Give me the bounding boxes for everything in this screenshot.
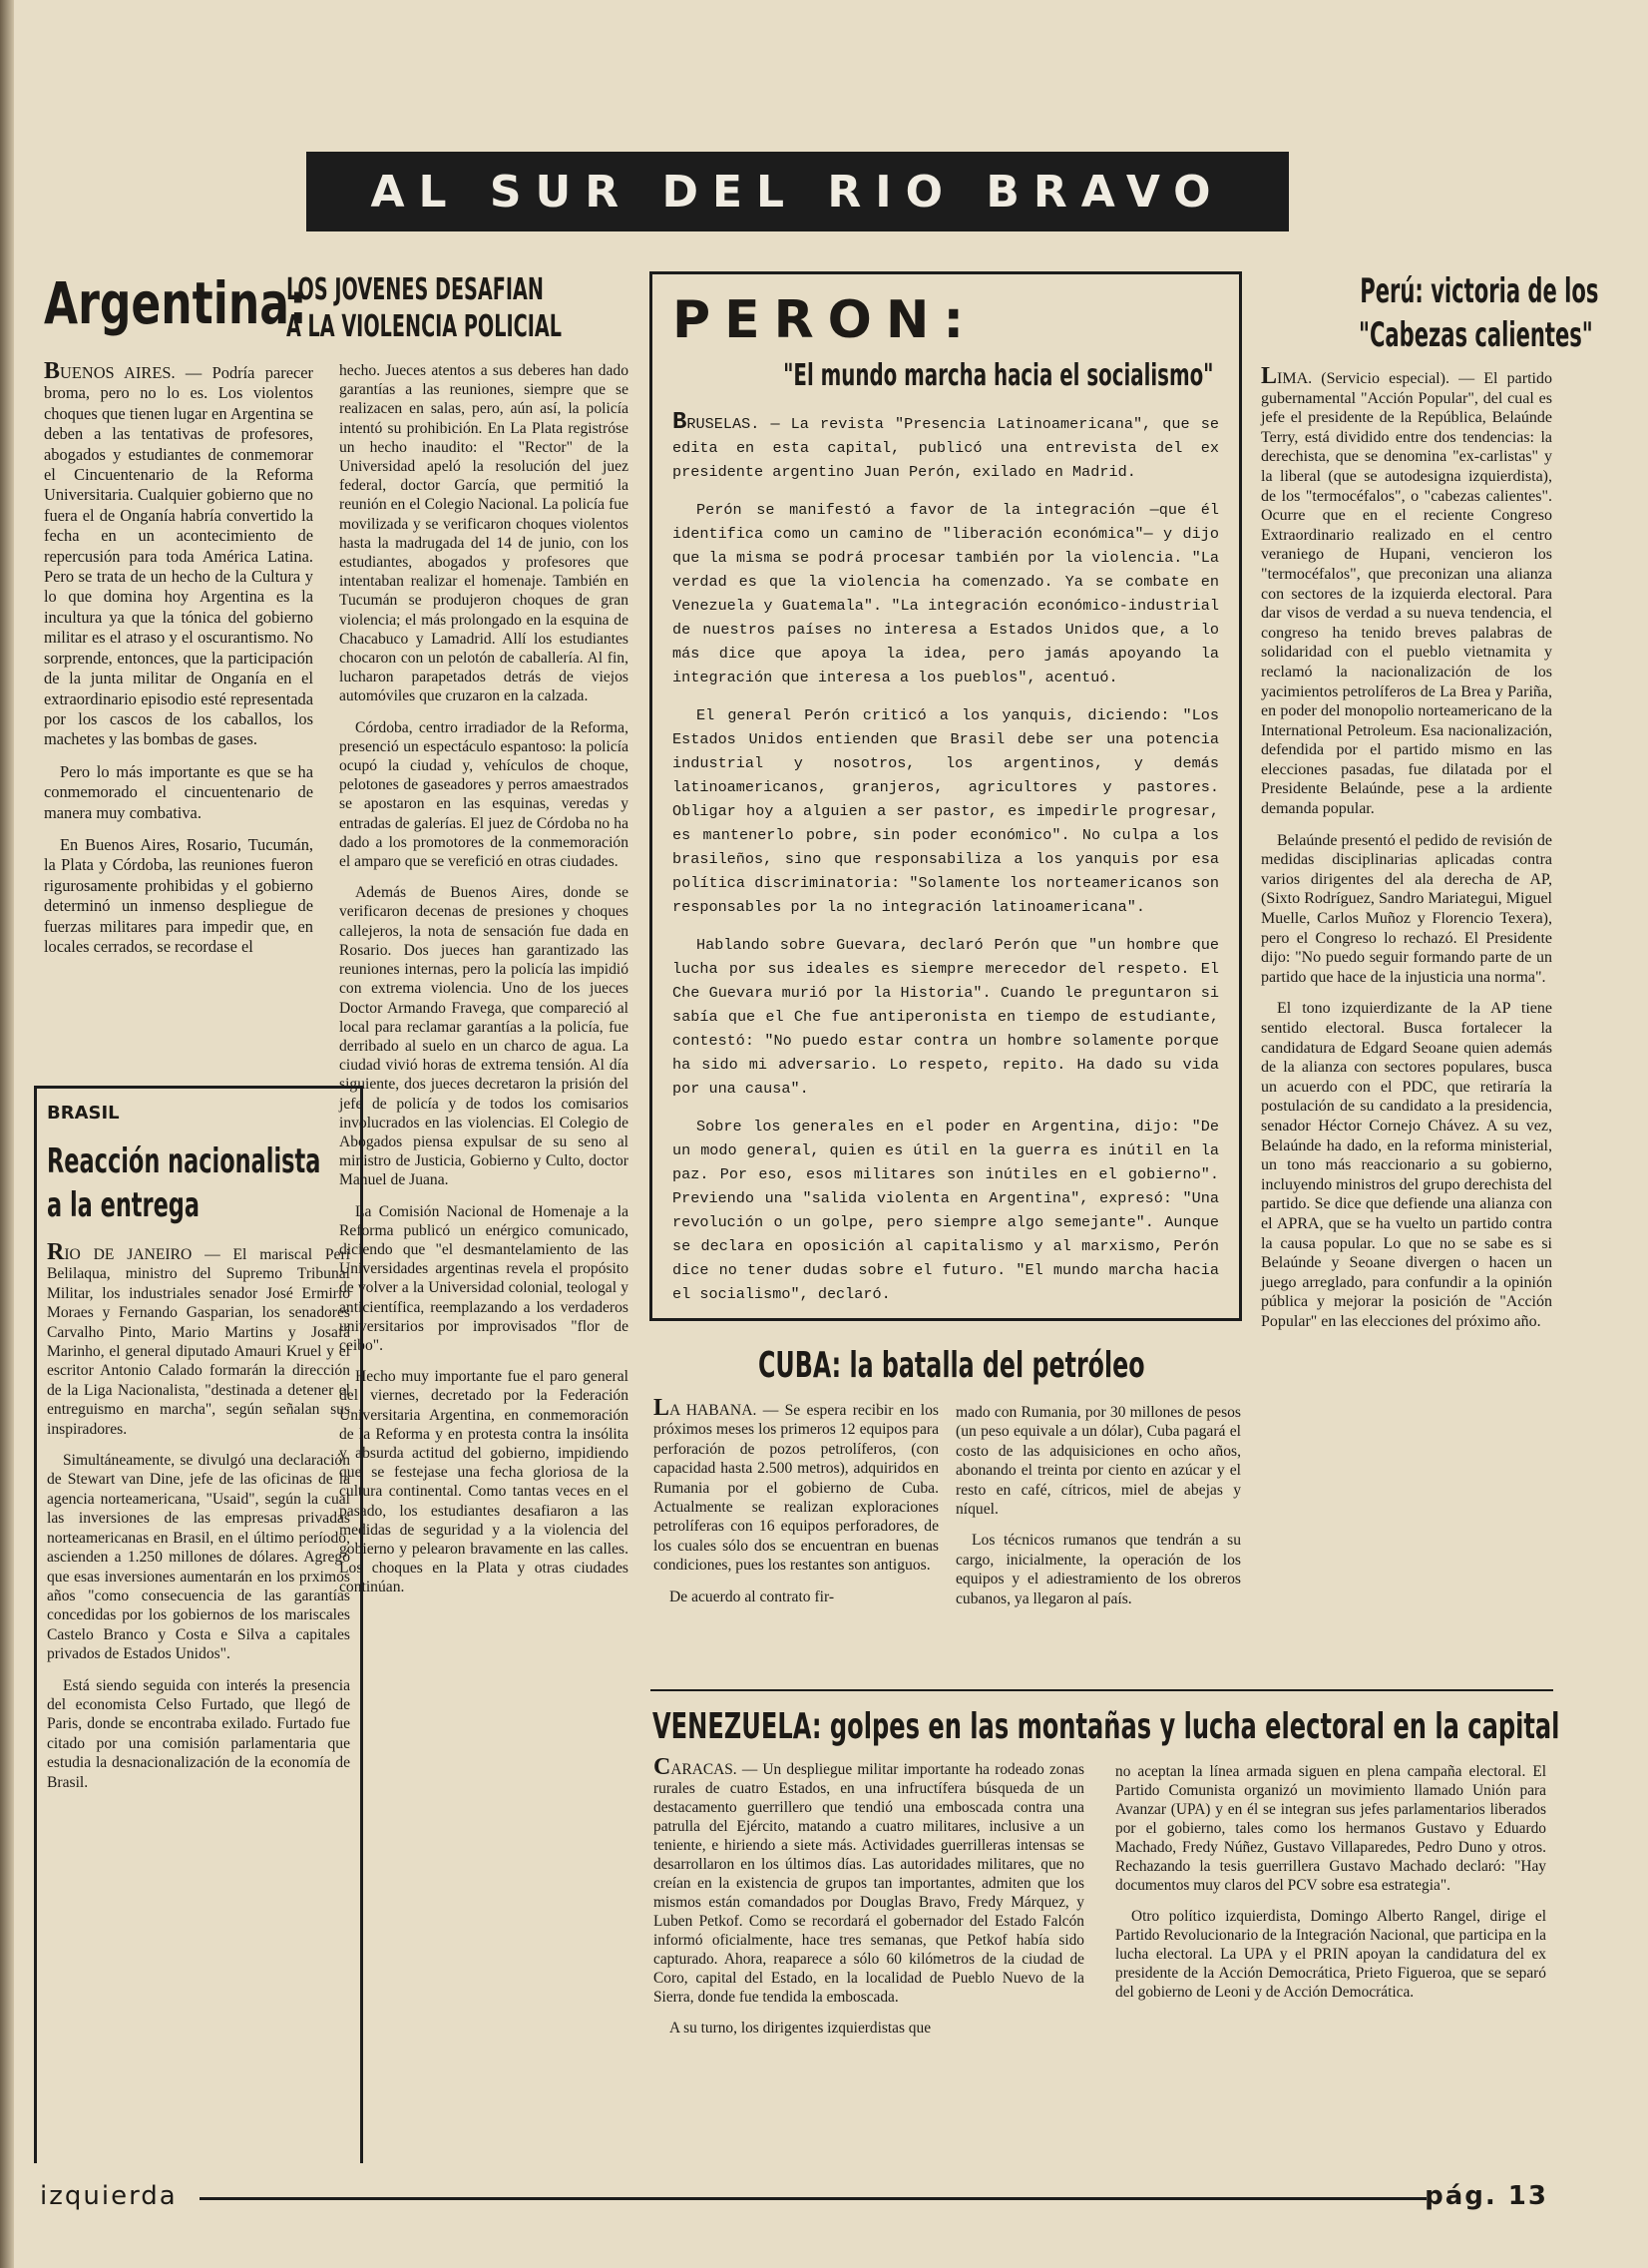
article-paragraph: Hablando sobre Guevara, declaró Perón que "un hombre que lucha por sus ideales es siempre merecedor del respeto. El Che Guevara murió por la Historia". Cuando le preguntaron si sabía que el Che fue antiperonista en tiempo de estudiante, contestó: "No puedo estar contra un hombre solamente porque ha sido mi adversario. Lo respeto, repito. Ha dado su vida por una causa". [672,936,1219,1098]
cuba-column-1 [653,1395,939,1618]
article-paragraph: De acuerdo al contrato fir- [669,1588,835,1605]
argentina-column-1 [44,358,313,969]
banner-title: AL SUR DEL RIO BRAVO [370,166,1225,218]
peron-article-box [649,271,1242,1321]
article-paragraph: Sobre los generales en el poder en Argentina, dijo: "De un modo general, quien es útil en la guerra es inútil en la paz. Por eso, esos militares son inútiles en el gobierno". Previendo una "salida violenta en Argentina", expresó: "Una revolución o un golpe, pero siempre algo semejante". Aunque se declara en oposición al capitalismo y al marxismo, Perón dice no tener dudas sobre el futuro. "El mundo marcha hacia el socialismo", declaró. [672,1118,1219,1303]
venezuela-top-rule [650,1689,1553,1691]
brasil-kicker: BRASIL [47,1103,120,1124]
page-spine [0,0,14,2268]
brasil-article-box [34,1086,363,2163]
peron-subtitle: "El mundo marcha hacia el socialismo" [783,358,1214,393]
article-paragraph: BUENOS AIRES. — Podría parecer broma, pero no lo es. Los violentos choques que tienen lugar en Argentina se deben a las tentativas de profesores, abogados y estudiantes de conmemorar el Cincuentenario de la Reforma Universitaria. Cualquier gobierno que no fuera el de Onganía habría convertido la fecha en un acontecimiento de repercusión para toda América Latina. Pero se trata de un hecho de la Cultura y lo que domina hoy Argentina es la incultura ya que la tónica del gobierno militar es el atraso y el oscurantismo. No sorprende, entonces, que la participación de la junta militar de Onganía en el extraordinario episodio esté representada por los cascos de los caballos, los machetes y las bombas de gases. [44,358,313,749]
article-paragraph: hecho. Jueces atentos a sus deberes han dado garantías a las reuniones, siempre que se realizacen en salas, pero, aún así, la policía intentó su prohibición. En La Plata registróse un hecho inaudito: el "Rector" de la Universidad apeló la resolución del juez federal, doctor García, que permitió la reunión en el Colegio Nacional. La policía fue movilizada y se verificaron choques violentos hasta la madrugada del 14 de junio, con los estudiantes, abogados y profesores que intentaban realizar el homenaje. También en Tucumán se produjeron choques de gran violencia; el más prolongado en la esquina de Chacabuco y Lamadrid. Allí los estudiantes chocaron con un pelotón de caballería. Al fin, lucharon parapetados detrás de viejos automóviles que cruzaron en la calzada. [339,362,628,705]
article-paragraph: LA HABANA. — Se espera recibir en los próximos meses los primeros 12 equipos para perforación de pozos petrolíferos, (con capacidad hasta 2.500 metros), adquiridos en Rumania por el gobierno de Cuba. Actualmente se realizan exploraciones petrolíferas con 16 equipos perforadores, de los cuales sólo dos se encuentran en buenas condiciones, pues los restantes son antiguos. [653,1395,939,1575]
article-paragraph: Pero lo más importante es que se ha conmemorado el cincuentenario de manera muy combativa. [44,761,313,822]
venezuela-column-2 [1115,1762,1546,2014]
argentina-country-label: Argentina: [44,269,307,337]
peru-column [1261,363,1552,1344]
peru-headline: Perú: victoria de los "Cabezas calientes" [1358,271,1599,355]
brasil-body [47,1239,350,1792]
article-paragraph: A su turno, los dirigentes izquierdistas que [669,2020,932,2037]
article-paragraph: Belaúnde presentó el pedido de revisión de medidas disciplinarias aplicadas contra varios dirigentes del ala derecha de AP, (Sixto Rodríguez, Sandro Mariategui, Miguel Muelle, Carlos Muñoz y Florencio Texera), pero el Congreso lo rechazó. El Presidente dijo: "No puedo seguir formando parte de un partido que hace de la injusticia una norma". [1261,831,1552,986]
peron-title: PERON: [672,290,979,350]
article-paragraph: Los técnicos rumanos que tendrán a su cargo, inicialmente, la operación de los equipos y el adiestramiento de los obreros cubanos, ya llegaron al país. [956,1532,1241,1607]
article-paragraph: En Buenos Aires, Rosario, Tucumán, la Plata y Córdoba, las reuniones fueron rigurosamente prohibidas y el gobierno determinó un inmenso despliegue de fuerzas militares para impedir que, en locales cerrados, se recordase el [44,834,313,956]
article-paragraph: CARACAS. — Un despliegue militar importante ha rodeado zonas rurales de cuatro Estados, en una infructífera búsqueda de un destacamento guerrillero que tendió una emboscada contra una patrulla del Ejército, matando a cuatro militares, inclusive a un teniente, e hiriendo a siete más. Actividades guerrilleras intensas se desarrollaron en los últimos días. Las autoridades militares, que no creían en la existencia de grupos tan importantes, admiten que los mismos están comandados por Douglas Bravo, Fredy Márquez, y Luben Petkof. Como se recordará el gobernador del Estado Falcón informó oficialmente, hace tres semanas, que Petkof había sido capturado. Ahora, reaparece a sólo 60 kilómetros de la ciudad de Coro, capital del Estado, en la localidad de Pueblo Nuevo de la Sierra, donde fue tendida la emboscada. [653,1754,1084,2006]
article-paragraph: El tono izquierdizante de la AP tiene sentido electoral. Busca fortalecer la candidatura de Edgard Seoane quien además de la alianza con sectores populares, busca un acuerdo con el PDC, que retiraría la postulación de su candidato a la presidencia, senador Héctor Cornejo Chávez. A su vez, Belaúnde ha dado, en la reforma ministerial, un tono más reaccionario a su gobierno, incluyendo ministros del grupo derechista del partido. Se dice que defiende una alianza con el APRA, que se ha vuelto un partido contra la causa popular. Lo que no se sabe es si Belaúnde y Seoane divergen o hacen un juego arreglado, para confundir a la opinión pública y mejorar la posición de "Acción Popular" en las elecciones del próximo año. [1261,1000,1552,1330]
venezuela-headline: VENEZUELA: golpes en las montañas y lucha electoral en la capital [652,1706,1560,1747]
brasil-headline: Reacción nacionalista a la entrega [47,1141,321,1225]
article-paragraph: Otro político izquierdista, Domingo Alberto Rangel, dirige el Partido Revolucionario de la Integración Nacional, que participa en la lucha electoral. La UPA y el PRIN apoyan la candidatura del ex presidente de la Acción Democrática, Prieto Figueroa, que se separó del gobierno de Leoni y de Acción Democrática. [1115,1908,1546,2001]
magazine-name: izquierda [40,2181,178,2211]
peron-body [672,411,1219,1306]
argentina-column-2 [339,361,628,1609]
article-paragraph: Está siendo seguida con interés la presencia del economista Celso Furtado, que llegó de Paris, donde se encontraba exilado. Furtado fue citado por una comisión parlamentaria que estudia la desnacionalización de la economía de Brasil. [47,1676,350,1791]
venezuela-column-1 [653,1754,1084,2049]
article-paragraph: mado con Rumania, por 30 millones de pesos (un peso equivale a un dólar), Cuba pagará el costo de las adquisiciones en ocho años, abonando el treinta por ciento en azúcar y el resto en café, cítricos, miel de abejas y níquel. [956,1404,1241,1519]
article-paragraph: BRUSELAS. — La revista "Presencia Latinoamericana", que se edita en esta capital, publicó una entrevista del ex presidente argentino Juan Perón, exilado en Madrid. [672,409,1219,481]
article-paragraph: Simultáneamente, se divulgó una declaración de Stewart van Dine, jefe de las oficinas de la agencia norteamericana, "Usaid", según la cual las inversiones de las empresas privadas norteamericanas en Brasil, en el último período, ascienden a 1.250 millones de dólares. Agregó que esas inversiones aumentarán en los prximos años "como consecuencia de las garantías concedidas por los gobiernos de los mariscales Castelo Branco y Costa e Silva a capitales privados de Estados Unidos". [47,1452,350,1663]
article-paragraph: La Comisión Nacional de Homenaje a la Reforma publicó un enérgico comunicado, diciendo que "el desmantelamiento de las Universidades argentinas revela el propósito de volver a la Universidad colonial, teologal y anticientífica, reemplazando a los verdaderos universitarios por improvisados "flor de ceibo". [339,1202,628,1354]
article-paragraph: Además de Buenos Aires, donde se verificaron decenas de presiones y choques callejeros, la nota de sensación fue dada en Rosario. Dos jueces han garantizado las reuniones internas, pero la policía las impidió con extrema violencia. Uno de los jueces Doctor Armando Fravega, que compareció al local para reclamar garantías a la policía, fue derribado al suelo en un charco de agua. La ciudad vivió horas de extrema tensión. Al día siguiente, dos jueces decretaron la prisión del jefe de policía y de todos los comisarios involucrados en las violencias. El Colegio de Abogados piensa expulsar de su seno al ministro de Justicia, Gobierno y Culto, doctor Manuel de Juana. [339,884,628,1189]
article-paragraph: LIMA. (Servicio especial). — El partido gubernamental "Acción Popular", del cual es jefe el presidente de la República, Belaúnde Terry, está dividido entre dos tendencias: la derechista, que se denomina "ex-carlistas" y la liberal (que se autodesigna izquierdista), de los "termocéfalos", o "cabezas calientes". Ocurre que en el reciente Congreso Extraordinario realizado en el centro veraniego de Hupani, vencieron los "termocéfalos", que preconizan una alianza con sectores de la izquierda electoral. Para dar visos de verdad a su nueva tendencia, el congreso ha tenido breves palabras de solidaridad con el pueblo vietnamita y reclamó la nacionalización de los yacimientos petrolíferos de La Brea y Pariña, en poder del monopolio norteamericano de la International Petroleum. Esa nacionalización, defendida por el partido mismo en las elecciones pasadas, fue dilatada por el Presidente Belaúnde, pese a la ardiente demanda popular. [1261,363,1552,818]
article-paragraph: El general Perón criticó a los yanquis, diciendo: "Los Estados Unidos entienden que Brasil debe ser una potencia industrial y nosotros, los argentinos, y demás latinoamericanos, granjeros, agricultores y pastores. Obligar hoy a alguien a ser pastor, es impedirle progresar, es mantenerlo pobre, sin poder económico". No culpa a los brasileños, sino que responsabiliza a los yanquis por esa política discriminatoria: "Solamente los norteamericanos son responsables por la no integración latinoamericana". [672,706,1219,916]
article-paragraph: Córdoba, centro irradiador de la Reforma, presenció un espectáculo espantoso: la policía ocupó la ciudad y, vehículos de choque, pelotones de gaseadores y perros amaestrados se apostaron en las esquinas, veredas y entradas de galerías. El juez de Córdoba no ha dado a los promotores de la conmemoración el amparo que se verefició en otras ciudades. [339,718,628,871]
cuba-column-2 [956,1403,1241,1620]
footer-rule [200,2197,1427,2200]
article-paragraph: Hecho muy importante fue el paro general del viernes, decretado por la Federación Universitaria Argentina, en conmemoración de la Reforma y en protesta contra la insólita y absurda actitud del gobierno, impidiendo que se festejase una fecha gloriosa de la cultura continental. Como tantas veces en el pasado, los estudiantes desafiaron a las medidas de seguridad y a la violencia del gobierno y pelearon bravamente en las calles. Los choques en la Plata y otras ciudades continúan. [339,1368,628,1596]
article-paragraph: no aceptan la línea armada siguen en plena campaña electoral. El Partido Comunista organizó un movimiento llamado Unión para Avanzar (UPA) y en él se integran sus jefes parlamentarios liberados por el gobierno, tales como los hermanos Gustavo y Eduardo Machado, Fredy Núñez, Gustavo Villaparedes, Pedro Duno y otros. Rechazando la tesis guerrillera Gustavo Machado declaró: "Hay documentos muy claros del PCV sobre esa estrategia". [1115,1763,1546,1894]
page-number: pág. 13 [1425,2181,1548,2211]
section-banner [306,152,1289,231]
article-paragraph: RIO DE JANEIRO — El mariscal Peri Belilaqua, ministro del Supremo Tribunal Militar, los industriales senador José Ermirio Moraes y Fernando Gasparian, los senadores Carvalho Pinto, Mario Martins y Josafá Marinho, el general diputado Amauri Kruel y el escritor Antonio Calado formarán la dirección de la Liga Nacionalista, "destinada a detener el entreguismo en marcha", según señalan sus inspiradores. [47,1239,350,1438]
article-paragraph: Perón se manifestó a favor de la integración —que él identifica como un camino de "liberación económica"— y dijo que la misma se podrá procesar también por la violencia. "La verdad es que la violencia ha comenzado. Ya se combate en Venezuela y Guatemala". "La integración económico-industrial de nuestros países no interesa a Estados Unidos que, a lo más dice que apoya la idea, pero jamás apoyando la integración que interesa a los pueblos", acentuó. [672,501,1219,686]
cuba-headline: CUBA: la batalla del petróleo [758,1345,1145,1386]
argentina-headline-line-1: LOS JOVENES DESAFIAN [286,272,544,307]
argentina-headline-line-2: A LA VIOLENCIA POLICIAL [286,309,562,344]
